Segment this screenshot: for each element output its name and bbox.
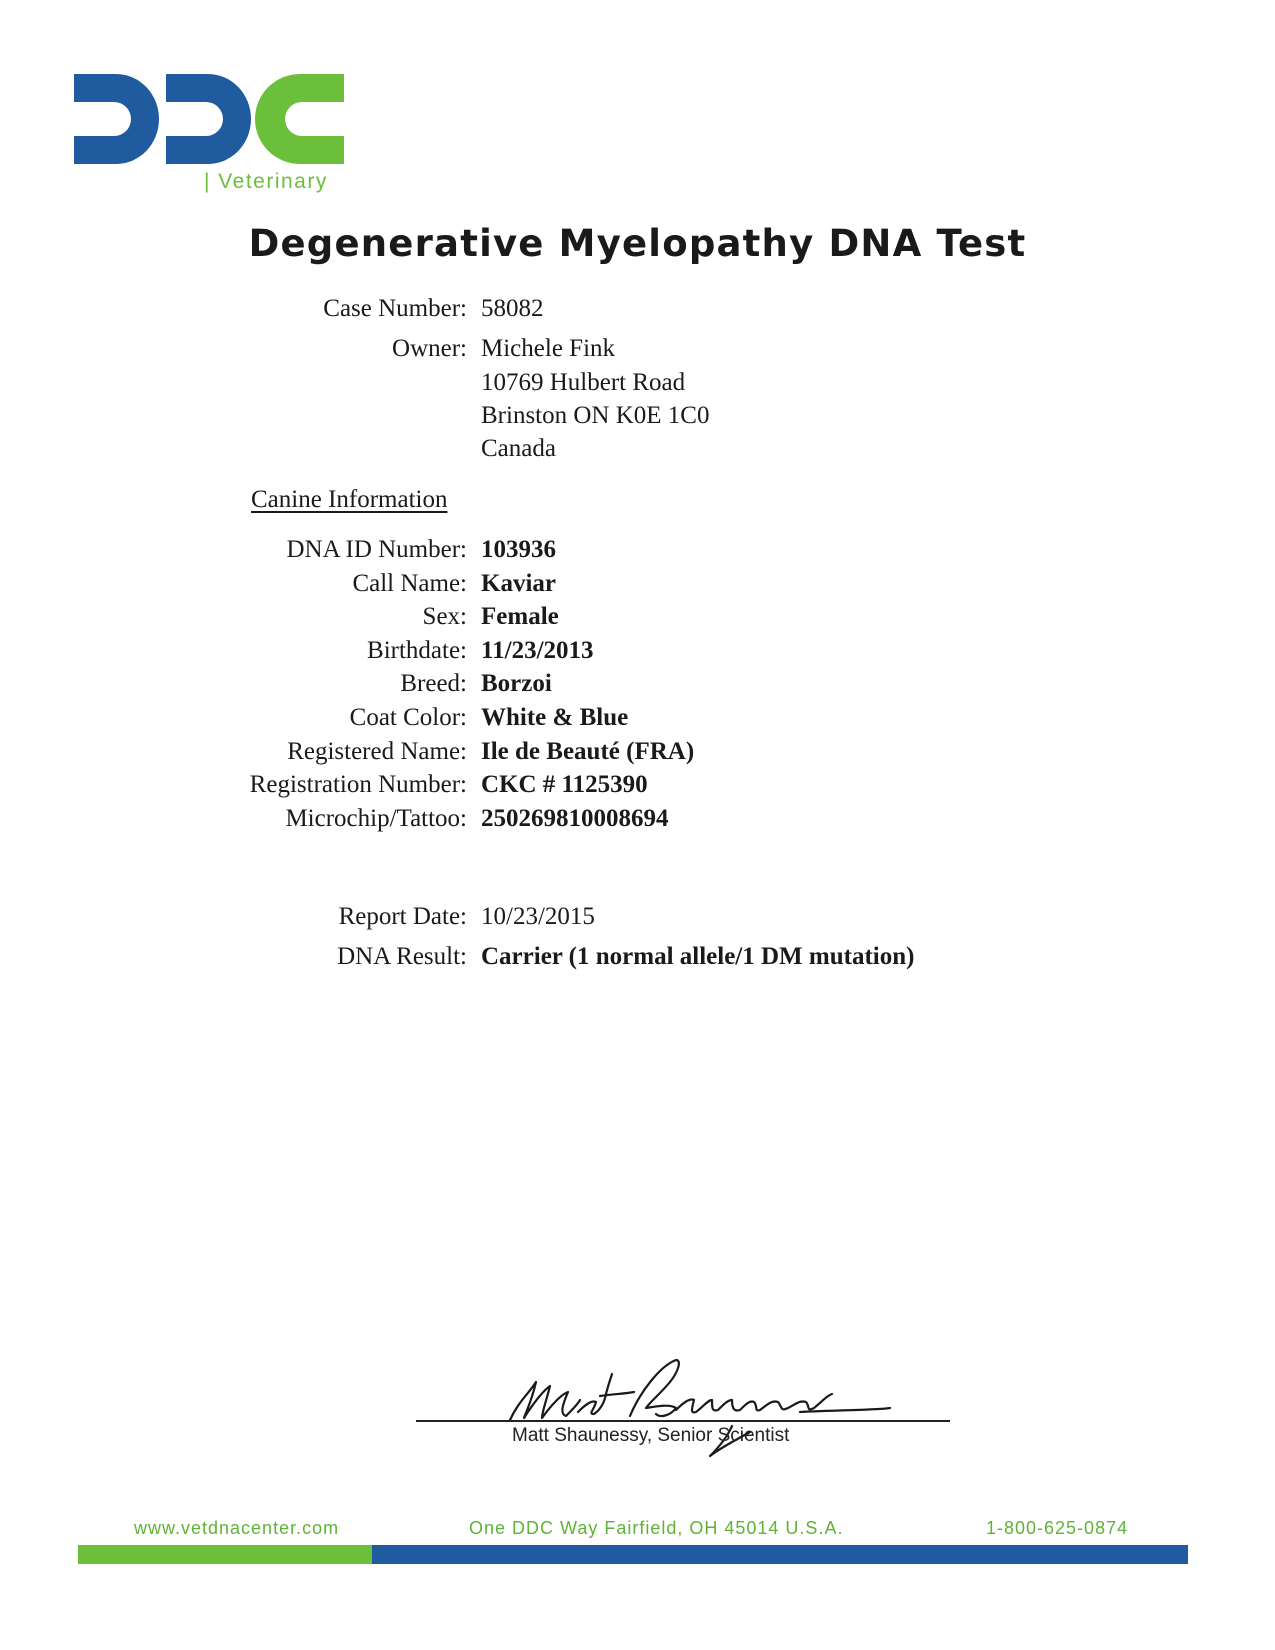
owner-label: Owner: bbox=[392, 335, 467, 362]
canine-value: 103936 bbox=[481, 536, 556, 563]
canine-label: Sex: bbox=[422, 603, 467, 630]
canine-value: Ile de Beauté (FRA) bbox=[481, 738, 695, 765]
dna-result-row bbox=[0, 941, 1275, 973]
dna-result-value: Carrier (1 normal allele/1 DM mutation) bbox=[481, 943, 915, 970]
canine-label: Breed: bbox=[400, 670, 467, 697]
canine-label: Coat Color: bbox=[349, 704, 467, 731]
footer-phone: 1-800-625-0874 bbox=[986, 1518, 1129, 1538]
canine-value: Borzoi bbox=[481, 670, 552, 697]
canine-label: Registration Number: bbox=[249, 771, 467, 798]
canine-row bbox=[0, 635, 1275, 667]
case-number-label: Case Number: bbox=[323, 295, 467, 322]
ddc-logo-icon bbox=[74, 74, 344, 164]
canine-label: DNA ID Number: bbox=[286, 536, 467, 563]
canine-label: Microchip/Tattoo: bbox=[285, 805, 467, 832]
case-number-row bbox=[0, 293, 1275, 325]
document-title: Degenerative Myelopathy DNA Test bbox=[248, 222, 1027, 265]
canine-row bbox=[0, 736, 1275, 768]
canine-value: 250269810008694 bbox=[481, 805, 669, 832]
ddc-logo bbox=[74, 74, 344, 202]
owner-row bbox=[0, 333, 1275, 365]
footer-bar-blue bbox=[372, 1545, 1188, 1564]
canine-row bbox=[0, 702, 1275, 734]
owner-street: 10769 Hulbert Road bbox=[481, 369, 686, 396]
footer-address: One DDC Way Fairfield, OH 45014 U.S.A. bbox=[469, 1518, 844, 1538]
dna-result-label: DNA Result: bbox=[337, 943, 467, 970]
canine-label: Registered Name: bbox=[287, 738, 467, 765]
canine-row bbox=[0, 769, 1275, 801]
logo-subtitle: | Veterinary bbox=[204, 170, 328, 193]
signature-line bbox=[416, 1420, 950, 1422]
canine-value: Kaviar bbox=[481, 570, 556, 597]
canine-row bbox=[0, 601, 1275, 633]
canine-value: CKC # 1125390 bbox=[481, 771, 648, 798]
case-number-value: 58082 bbox=[481, 295, 544, 322]
owner-city: Brinston ON K0E 1C0 bbox=[481, 402, 710, 429]
canine-row bbox=[0, 568, 1275, 600]
canine-value: 11/23/2013 bbox=[481, 637, 594, 664]
canine-value: Female bbox=[481, 603, 559, 630]
canine-row bbox=[0, 803, 1275, 835]
footer-bar-green bbox=[78, 1545, 372, 1564]
footer-website: www.vetdnacenter.com bbox=[134, 1518, 340, 1538]
owner-country: Canada bbox=[481, 435, 556, 462]
canine-label: Birthdate: bbox=[367, 637, 467, 664]
report-date-row bbox=[0, 901, 1275, 933]
owner-name: Michele Fink bbox=[481, 335, 616, 362]
canine-row bbox=[0, 534, 1275, 566]
canine-row bbox=[0, 668, 1275, 700]
report-date-label: Report Date: bbox=[338, 903, 467, 930]
signature-caption: Matt Shaunessy, Senior Scientist bbox=[512, 1425, 790, 1446]
canine-label: Call Name: bbox=[352, 570, 467, 597]
canine-value: White & Blue bbox=[481, 704, 629, 731]
canine-section-title: Canine Information bbox=[251, 486, 448, 513]
report-date-value: 10/23/2015 bbox=[481, 903, 595, 930]
